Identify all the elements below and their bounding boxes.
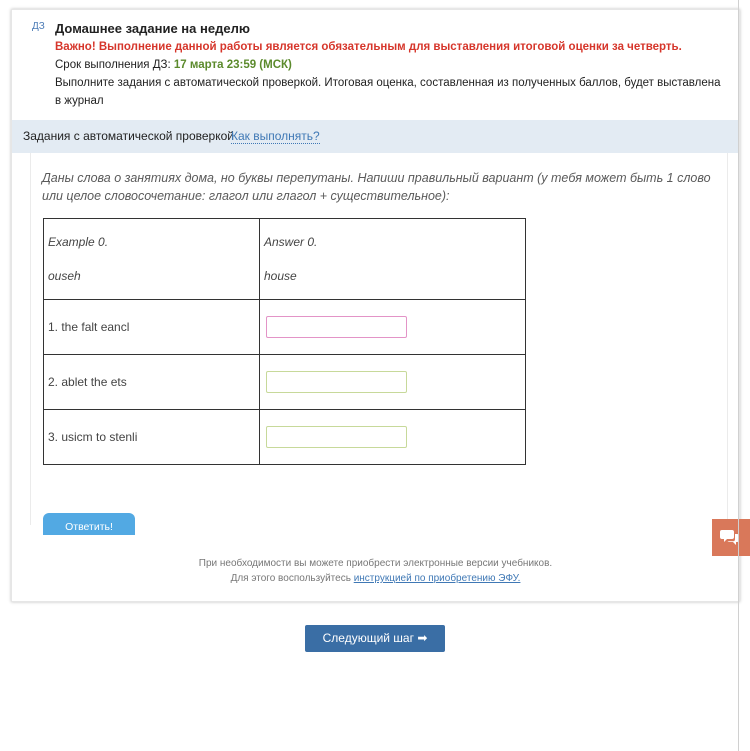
task-panel — [30, 153, 728, 533]
example-cell — [44, 219, 260, 300]
table-row — [44, 300, 526, 355]
homework-description: Выполните задания с автоматической проверкой. Итоговая оценка, составленная из полученных баллов, будет выставлена в журнал — [55, 77, 721, 107]
chat-button[interactable] — [712, 519, 750, 556]
answer-input-1[interactable] — [266, 316, 407, 338]
example-title: Example 0. — [48, 235, 109, 249]
efu-instruction-link[interactable]: инструкцией по приобретению ЭФУ. — [353, 573, 521, 584]
answer-example-cell — [260, 219, 526, 300]
important-notice: Важно! Выполнение данной работы является обязательным для выставления итоговой оценки за четверть. — [55, 41, 682, 53]
prompt-cell: 3. usicm to stenli — [44, 410, 260, 465]
prompt-cell: 1. the falt eancl — [44, 300, 260, 355]
auto-check-band — [12, 120, 739, 153]
answer-cell — [260, 410, 526, 465]
homework-badge: ДЗ — [32, 21, 45, 32]
deadline-label: Срок выполнения ДЗ: — [55, 59, 174, 71]
homework-header — [55, 20, 725, 110]
answer-input-3[interactable] — [266, 426, 407, 448]
task-instruction: Даны слова о занятиях дома, но буквы перепутаны. Напиши правильный вариант (у тебя может быть 1 слово или целое словосочетание: глагол или глагол + существительное): — [42, 171, 711, 203]
footer-line-2 — [12, 571, 739, 586]
auto-check-label: Задания с автоматической проверкой — [23, 129, 234, 143]
homework-title: Домашнее задание на неделю — [55, 21, 250, 36]
example-row — [44, 219, 526, 300]
scrollbar[interactable] — [738, 0, 739, 751]
footer-line-2-prefix: Для этого воспользуйтесь — [230, 573, 354, 584]
next-step-button[interactable]: Следующий шаг ➡ — [305, 625, 445, 652]
footer-note — [12, 556, 739, 586]
exercise-table — [43, 218, 526, 465]
answer-example-title: Answer 0. — [264, 235, 318, 249]
submit-button[interactable]: Ответить! — [43, 513, 135, 535]
table-row — [44, 355, 526, 410]
deadline — [55, 56, 725, 74]
how-to-link[interactable]: Как выполнять? — [231, 129, 320, 143]
answer-input-2[interactable] — [266, 371, 407, 393]
deadline-value: 17 марта 23:59 (МСК) — [173, 59, 292, 71]
answer-example-word: house — [264, 269, 297, 283]
answer-cell — [260, 300, 526, 355]
footer-line-1: При необходимости вы можете приобрести электронные версии учебников. — [198, 558, 553, 569]
table-row — [44, 410, 526, 465]
prompt-cell: 2. ablet the ets — [44, 355, 260, 410]
homework-card — [11, 9, 740, 602]
example-word: ouseh — [48, 269, 81, 283]
chat-icon — [720, 528, 740, 546]
answer-cell — [260, 355, 526, 410]
